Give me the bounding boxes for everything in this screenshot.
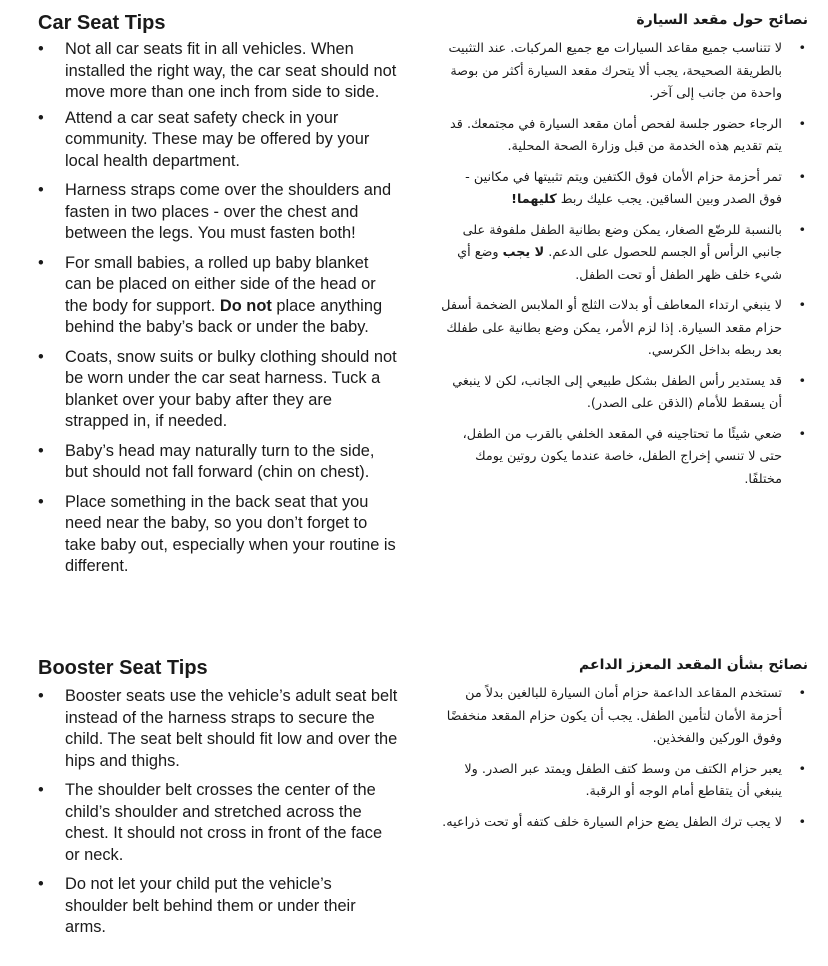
arabic-booster-tip-2: • يعبر حزام الكتف من وسط كتف الطفل ويمتد عبر الصدر. ولا ينبغي أن يتقاطع أمام الوجه أو الرقبة. [440,759,808,804]
arabic-car-seat-tip-3: • تمر أحزمة حزام الأمان فوق الكتفين ويتم تثبيتها في مكانين - فوق الصدر وبين الساقين. يجب عليك ربط كليهما! [440,167,808,212]
bullet-icon: • [798,41,806,56]
car-seat-tip-2: • Attend a car seat safety check in your community. These may be offered by your local health department. [38,108,370,170]
car-seat-tip-7: • Place something in the back seat that you need near the baby, so you don’t forget to take baby out, especially when your routine is different. [38,492,396,575]
bullet-icon: • [798,222,806,238]
bullet-icon: • [38,108,44,127]
car-seat-tip-1: • Not all car seats fit in all vehicles. When installed the right way, the car seat should not move more than one inch from side to side. [38,40,397,101]
bullet-icon: • [38,441,44,460]
bullet-icon: • [798,116,806,132]
car-seat-tip-3: • Harness straps come over the shoulders and fasten in two places - over the chest and between the legs. You must fasten both! [38,181,392,242]
bullet-icon: • [798,373,806,389]
arabic-booster-seat-section [440,653,808,834]
arabic-booster-seat-tips-heading: نصائح بشأن المقعد المعزز الداعم [579,657,808,673]
bullet-icon: • [38,687,44,705]
booster-seat-tips-list [38,686,398,939]
english-booster-seat-section [38,656,398,939]
arabic-booster-seat-tips-list [440,683,808,834]
bullet-icon: • [38,181,44,199]
booster-seat-tips-heading: Booster Seat Tips [38,657,208,679]
car-seat-tip-4: • For small babies, a rolled up baby blanket can be placed on either side of the head or the body for support. Do not place anything behind the baby’s back or under the baby. [38,253,383,336]
arabic-car-seat-section [440,8,808,491]
arabic-car-seat-tips-list [440,38,808,491]
arabic-car-seat-tip-5: • لا ينبغي ارتداء المعاطف أو بدلات الثلج أو الملابس الضخمة أسفل حزام مقعد السيارة. إذا لزم الأمر، يمكن وضع بطانية على طفلك بعد ربطه بداخل الكرسي. [440,295,808,363]
bullet-icon: • [38,253,44,272]
arabic-car-seat-tips-heading: نصائح حول مقعد السيارة [636,12,808,28]
arabic-car-seat-tip-2: • الرجاء حضور جلسة لفحص أمان مقعد السيارة في مجتمعك. قد يتم تقديم هذه الخدمة من قبل وزارة الصحة المحلية. [440,114,808,159]
bullet-icon: • [798,761,806,777]
bullet-icon: • [798,426,806,442]
booster-tip-1: • Booster seats use the vehicle’s adult seat belt instead of the harness straps to secure the child. The seat belt should fit low and over the hips and thighs. [38,687,398,770]
english-car-seat-section [38,11,398,578]
bullet-icon: • [38,40,44,58]
bullet-icon: • [38,781,44,799]
arabic-car-seat-tip-7: • ضعي شيئًا ما تحتاجينه في المقعد الخلفي بالقرب من الطفل، حتى لا تنسي إخراج الطفل، خاصة عندما يكون روتين يومك مختلفًا. [440,424,808,492]
bullet-icon: • [38,875,44,893]
bullet-icon: • [798,298,806,313]
arabic-car-seat-tip-1: • لا تتناسب جميع مقاعد السيارات مع جميع المركبات. عند التثبيت بالطريقة الصحيحة، يجب ألا يتحرك مقعد السيارة أكثر من بوصة واحدة من جانب إلى آخر. [440,38,808,106]
bullet-icon: • [798,686,806,701]
arabic-car-seat-tip-6: • قد يستدير رأس الطفل بشكل طبيعي إلى الجانب، لكن لا ينبغي أن يسقط للأمام (الذقن على الصدر). [440,371,808,416]
arabic-booster-tip-1: • تستخدم المقاعد الداعمة حزام أمان السيارة للبالغين بدلاً من أحزمة الأمان لتأمين الطفل. يجب أن يكون حزام المقعد منخفضًا وفوق الوركين والفخذين. [440,683,808,751]
car-seat-tips-list [38,35,398,578]
car-seat-tips-heading: Car Seat Tips [38,12,166,34]
bullet-icon: • [798,169,806,185]
car-seat-tip-5: • Coats, snow suits or bulky clothing should not be worn under the car seat harness. Tuck a blanket over your baby after they are strapped in, if needed. [38,347,397,430]
car-seat-tip-6: • Baby’s head may naturally turn to the side, but should not fall forward (chin on chest). [38,441,375,481]
arabic-booster-tip-3: • لا يجب ترك الطفل يضع حزام السيارة خلف كتفه أو تحت ذراعيه. [440,812,808,835]
bullet-icon: • [38,347,44,366]
arabic-car-seat-tip-4: • بالنسبة للرضّع الصغار، يمكن وضع بطانية الطفل ملفوفة على جانبي الرأس أو الجسم للحصول على الدعم. لا يجب وضع أي شيء خلف ظهر الطفل أو تحت الطفل. [440,220,808,288]
bullet-icon: • [798,814,806,830]
bullet-icon: • [38,492,44,511]
booster-tip-3: • Do not let your child put the vehicle’s shoulder belt behind them or under their arms. [38,875,356,936]
booster-tip-2: • The shoulder belt crosses the center of the child’s shoulder and stretched across the chest. It should not cross in front of the face or neck. [38,781,383,864]
